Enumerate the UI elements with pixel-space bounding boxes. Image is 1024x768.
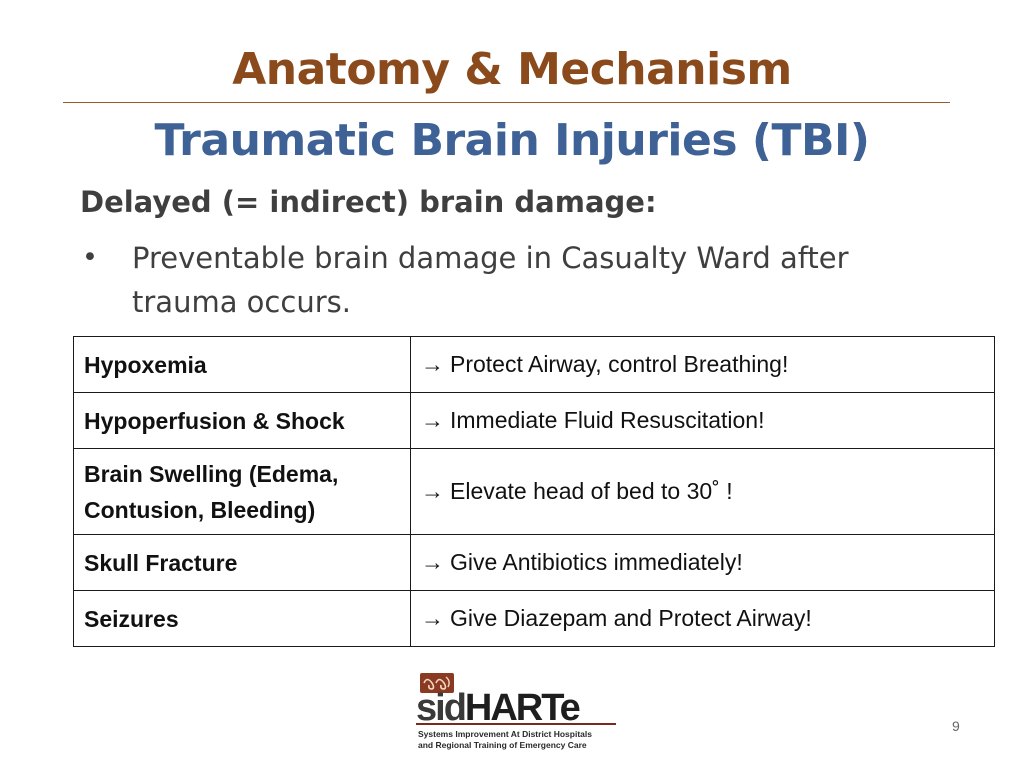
action-text: Protect Airway, control Breathing! bbox=[450, 351, 789, 377]
arrow-right-icon: → bbox=[421, 605, 444, 631]
action-text: Elevate head of bed to 30˚ ! bbox=[450, 478, 733, 504]
slide-title: Anatomy & Mechanism bbox=[232, 44, 792, 95]
arrow-right-icon: → bbox=[421, 407, 444, 433]
tbi-table bbox=[73, 336, 995, 647]
condition-cell: Brain Swelling (Edema, Contusion, Bleeding) bbox=[74, 449, 411, 535]
action-cell bbox=[411, 337, 995, 393]
condition-cell: Skull Fracture bbox=[74, 535, 411, 591]
table-row bbox=[74, 449, 995, 535]
condition-cell: Hypoperfusion & Shock bbox=[74, 393, 411, 449]
action-cell bbox=[411, 393, 995, 449]
action-cell bbox=[411, 449, 995, 535]
table-row bbox=[74, 591, 995, 647]
logo-rule bbox=[416, 723, 616, 725]
table-row bbox=[74, 337, 995, 393]
action-cell bbox=[411, 591, 995, 647]
table-row bbox=[74, 535, 995, 591]
logo-harte: HARTe bbox=[464, 687, 579, 729]
arrow-right-icon: → bbox=[421, 478, 444, 504]
table-row bbox=[74, 393, 995, 449]
action-text: Give Antibiotics immediately! bbox=[450, 549, 743, 575]
title-divider bbox=[63, 102, 950, 103]
logo-tagline-line2: and Regional Training of Emergency Care bbox=[418, 740, 587, 750]
logo-sid: sid bbox=[416, 687, 465, 729]
bullet-text: Preventable brain damage in Casualty Ward after trauma occurs. bbox=[132, 241, 849, 319]
logo-tagline bbox=[418, 729, 638, 751]
condition-cell: Hypoxemia bbox=[74, 337, 411, 393]
bullet-icon: • bbox=[82, 242, 98, 273]
action-text: Immediate Fluid Resuscitation! bbox=[450, 407, 765, 433]
arrow-right-icon: → bbox=[421, 549, 444, 575]
action-cell bbox=[411, 535, 995, 591]
section-heading: Delayed (= indirect) brain damage: bbox=[80, 185, 657, 219]
logo-tagline-line1: Systems Improvement At District Hospitals bbox=[418, 729, 592, 739]
condition-cell: Seizures bbox=[74, 591, 411, 647]
slide-subtitle: Traumatic Brain Injuries (TBI) bbox=[154, 115, 870, 166]
page-number: 9 bbox=[952, 718, 960, 734]
sidharte-logo bbox=[416, 671, 626, 755]
arrow-right-icon: → bbox=[421, 351, 444, 377]
action-text: Give Diazepam and Protect Airway! bbox=[450, 605, 812, 631]
